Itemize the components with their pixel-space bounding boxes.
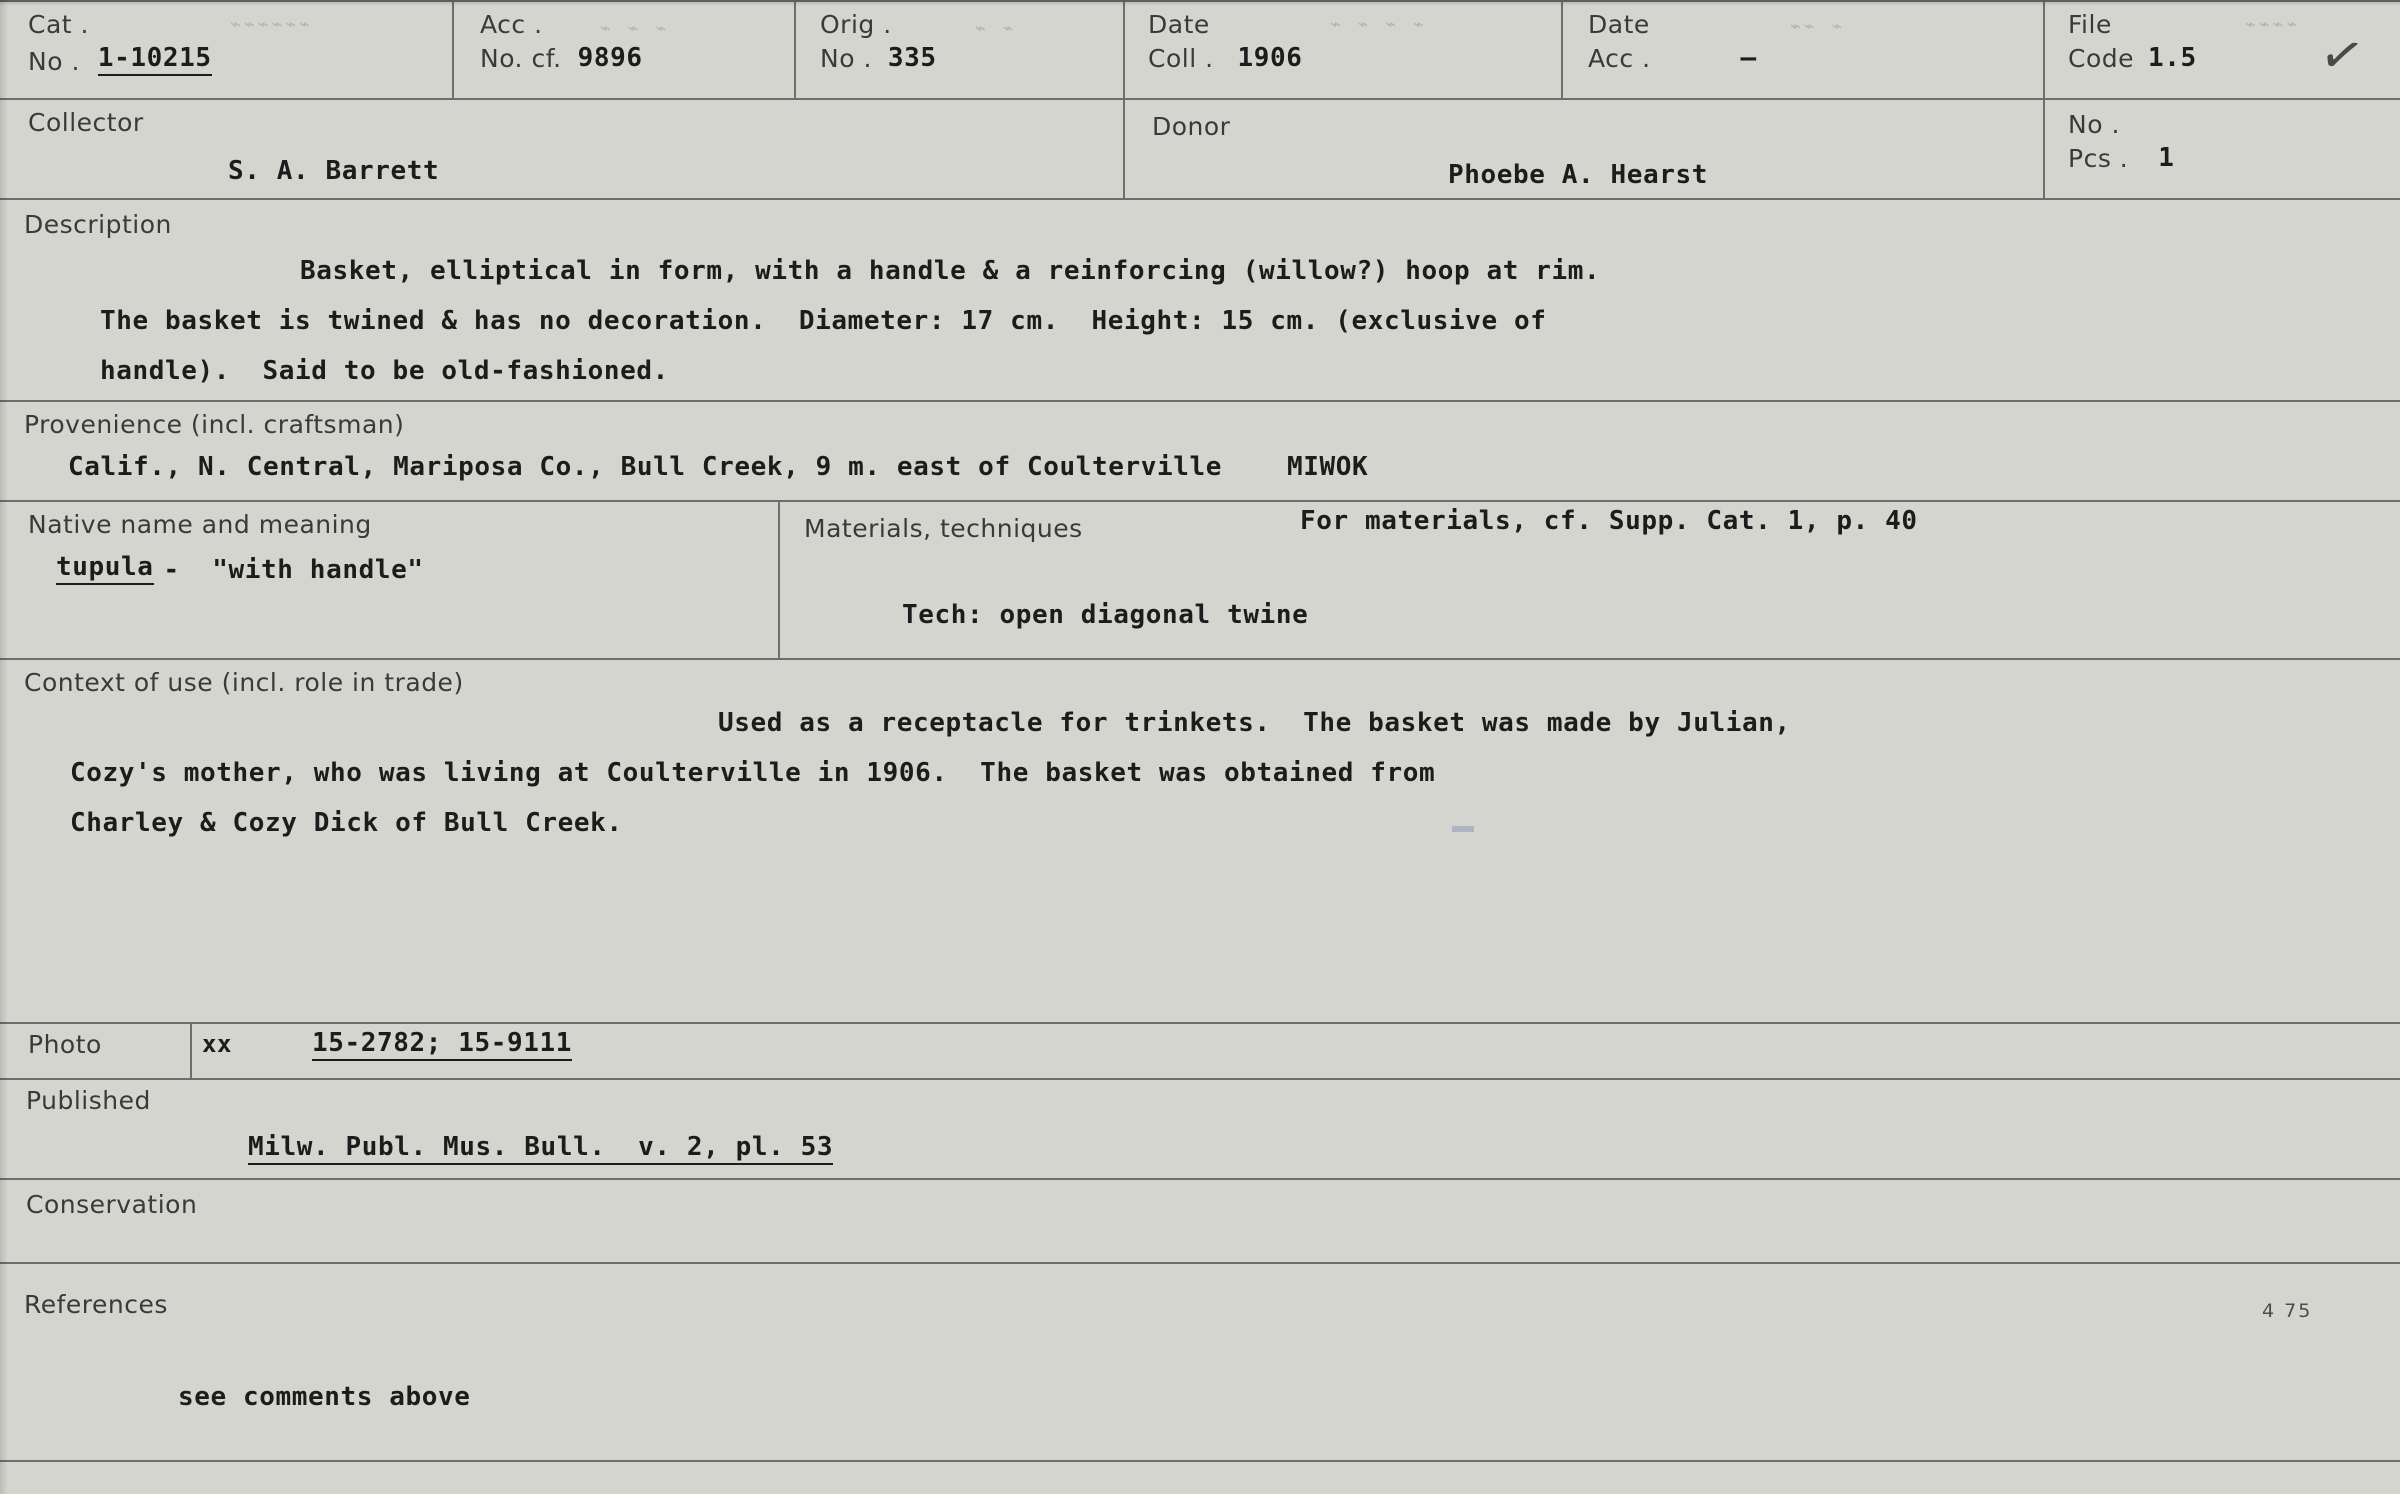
scan-artifact: ⌁ ⌁ [975,18,1017,39]
divider [2043,0,2045,198]
acc-no-value: 9896 [577,43,643,73]
cat-no-label-line1: Cat . [28,10,89,39]
divider [452,0,454,98]
cat-no-label-line2: No . [28,47,80,76]
scan-edge-shadow [0,0,2400,6]
divider [1123,0,1125,198]
orig-no-label-line1: Orig . [820,10,892,39]
published-label: Published [26,1086,151,1115]
date-acc-value: — [1740,43,1757,73]
scan-artifact: ⌁⌁⌁⌁⌁⌁ [230,14,314,35]
context-label: Context of use (incl. role in trade) [24,668,464,697]
date-coll-label-line1: Date [1148,10,1210,39]
divider [0,400,2400,402]
references-label: References [24,1290,168,1319]
provenience-value: Calif., N. Central, Mariposa Co., Bull Creek, 9 m. east of Coulterville MIWOK [68,452,1369,482]
materials-technique: Tech: open diagonal twine [902,600,1309,630]
divider [0,1262,2400,1264]
date-coll-value: 1906 [1237,43,1303,73]
description-line-3: handle). Said to be old-fashioned. [100,356,669,386]
acc-no-label-line1: Acc . [480,10,543,39]
scan-artifact: ⌁ ⌁ ⌁ ⌁ [1330,14,1427,35]
file-code-value: 1.5 [2148,43,2197,73]
file-code-label-line1: File [2068,10,2112,39]
context-line-1: Used as a receptacle for trinkets. The basket was made by Julian, [718,708,1791,738]
photo-label: Photo [28,1030,102,1059]
check-mark: ✓ [2314,22,2370,90]
divider [0,1178,2400,1180]
divider [0,1022,2400,1024]
pieces-label-line2: Pcs . [2068,144,2129,173]
scan-artifact: ⌁⌁⌁⌁ [2245,14,2301,35]
date-acc-label-line1: Date [1588,10,1650,39]
divider [778,500,780,658]
materials-label: Materials, techniques [804,514,1083,543]
description-label: Description [24,210,172,239]
scan-artifact: ⌁⌁ ⌁ [1790,16,1846,37]
divider [0,198,2400,200]
divider [0,98,2400,100]
collector-label: Collector [28,108,144,137]
description-line-2: The basket is twined & has no decoration. Diameter: 17 cm. Height: 15 cm. (exclusive of [100,306,1547,336]
published-value: Milw. Publ. Mus. Bull. v. 2, pl. 53 [248,1132,833,1165]
divider [190,1022,192,1078]
cat-no-value: 1-10215 [98,43,212,76]
divider [0,658,2400,660]
divider [1561,0,1563,98]
provenience-label: Provenience (incl. craftsman) [24,410,405,439]
orig-no-label-line2: No . [820,44,872,73]
scan-edge-shadow [0,0,8,1494]
scan-artifact: ⌁ ⌁ ⌁ [600,18,670,39]
photo-mark: xx [202,1030,233,1058]
native-name-label: Native name and meaning [28,510,372,539]
date-acc-label-line2: Acc . [1588,44,1651,73]
materials-value: For materials, cf. Supp. Cat. 1, p. 40 [1300,506,1918,536]
acc-no-label-line2: No. cf. [480,44,562,73]
date-coll-label-line2: Coll . [1148,44,1214,73]
photo-value: 15-2782; 15-9111 [312,1028,572,1061]
corner-number: 4 75 [2262,1300,2313,1322]
pieces-value: 1 [2158,143,2175,173]
context-line-2: Cozy's mother, who was living at Coulterville in 1906. The basket was obtained from [70,758,1436,788]
native-name-term: tupula [56,552,154,585]
donor-label: Donor [1152,112,1231,141]
collector-value: S. A. Barrett [228,156,440,186]
file-code-label-line2: Code [2068,44,2135,73]
orig-no-value: 335 [887,43,937,73]
ink-speck [1452,826,1474,832]
description-line-1: Basket, elliptical in form, with a handle & a reinforcing (willow?) hoop at rim. [300,256,1601,286]
context-line-3: Charley & Cozy Dick of Bull Creek. [70,808,623,838]
divider [794,0,796,98]
pieces-label-line1: No . [2068,110,2120,139]
references-value: see comments above [178,1382,471,1412]
donor-value: Phoebe A. Hearst [1448,160,1709,190]
divider [0,1078,2400,1080]
native-name-meaning: - "with handle" [163,555,424,585]
divider [0,500,2400,502]
conservation-label: Conservation [26,1190,198,1219]
divider [0,1460,2400,1462]
